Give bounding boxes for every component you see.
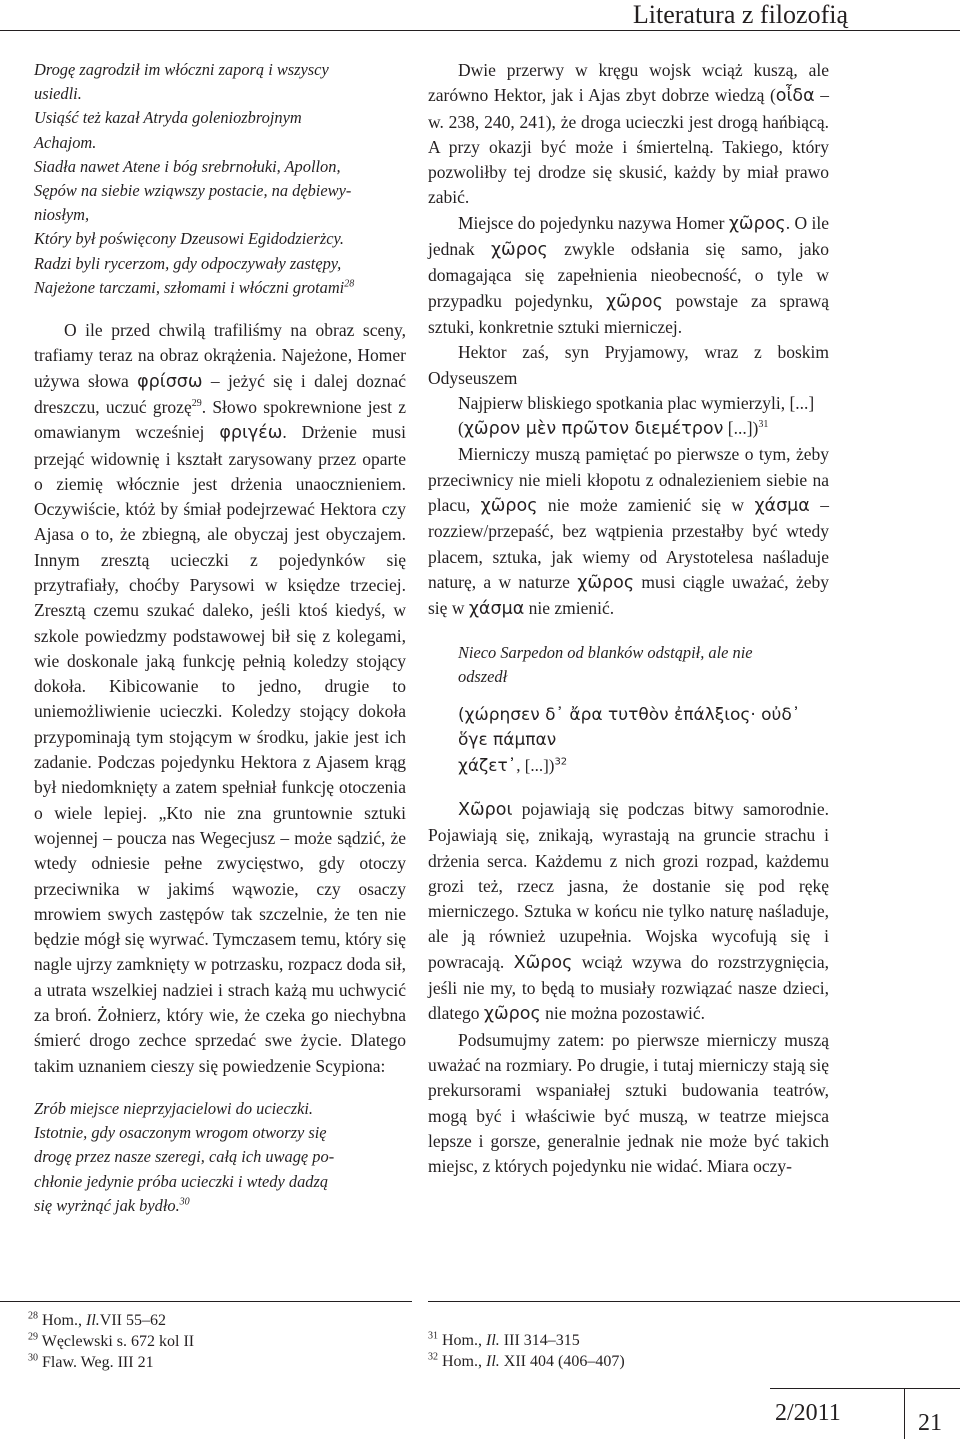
greek-term: χῶρον μὲν πρῶτον διεμέτρον <box>463 419 724 440</box>
text-run: – rozziew/przepaść, bez wątpienia przestałby być wtedy placem, sztuka, jak wiemy od Arystotelesa naśladuje naturę, a w naturze <box>428 495 829 592</box>
body-paragraph <box>428 58 829 211</box>
verse-quote-1 <box>34 58 406 300</box>
greek-text: χάζετ᾽ <box>458 755 517 776</box>
greek-term: χῶρος <box>483 1004 541 1025</box>
footnote-ref: 31 <box>758 419 769 431</box>
greek-term: φριγέω <box>219 423 283 444</box>
footnote-text: XII 404 (406–407) <box>499 1353 625 1370</box>
body-paragraph: Podsumujmy zatem: po pierwsze mierniczy muszą uważać na rozmiary. Po drugie, i tutaj mierniczy stają się prekursorami wspaniałej sztuki budowania teatrów, mogą być i właściwie być muszą, w teatrze miejsca lepsze i gorsze, generalnie jednak nie może być takich miejsc, z których pojedynku nie widać. Miara oczy- <box>428 1029 829 1177</box>
footer-divider <box>904 1388 905 1439</box>
footnote-number: 32 <box>428 1351 438 1363</box>
greek-line: (χώρησεν δ᾽ ἄρα τυτθὸν ἐπάλξιος· οὐδ᾽ <box>458 704 801 725</box>
text-run: Mierniczy muszą pamiętać po pierwsze o tym, żeby przeciwnicy nie mieli kłopotu z odnalezieniem siebie na placu, <box>428 444 829 516</box>
running-header: Literatura z filozofią <box>632 0 848 29</box>
body-paragraph <box>34 318 406 1079</box>
page-number: 21 <box>918 1410 942 1436</box>
footnote-text: Hom., <box>38 1312 86 1329</box>
greek-quote-line: (χῶρον μὲν πρῶτον διεμέτρον [...])$^{31}$ <box>458 418 769 440</box>
footnote-text: Hom., <box>438 1332 486 1349</box>
footnote-text: Hom., <box>438 1353 486 1370</box>
greek-line <box>458 753 829 779</box>
body-paragraph <box>428 797 829 1028</box>
footnote <box>428 1330 625 1351</box>
footnote-ref: 30 <box>179 1196 190 1208</box>
greek-line: ὅγε πάμπαν <box>458 729 557 750</box>
left-column <box>34 58 406 1218</box>
footnote <box>28 1352 194 1373</box>
verse-line: Sępów na siebie wziąwszy postacie, na dębiewy- <box>34 181 352 201</box>
verse-line: Nieco Sarpedon od blanków odstąpił, ale nie <box>458 642 753 662</box>
text-run: – jeżyć się i dalej doznać dreszczu, uczuć grozę <box>34 370 406 417</box>
header-rule <box>0 30 960 31</box>
text-run: Dwie przerwy w kręgu wojsk wciąż kuszą, ale zarówno Hektor, jak i Ajas zbyt dobrze wiedzą ( <box>428 60 829 106</box>
verse-line: Usiąść też kazał Atryda goleniozbrojnym <box>34 108 302 128</box>
greek-text: χώρησεν δ᾽ ἄρα τυτθὸν ἐπάλξιος· οὐδ᾽ <box>464 704 801 725</box>
text-run: powstaje za sprawą sztuki, konkretnie sztuki mierniczej. <box>428 290 829 337</box>
footnote-text: Flaw. Weg. III 21 <box>38 1354 154 1371</box>
text-run: zwykle odsłania się samo, jako domagająca się zapełnienia nieobecność, o tyle w przypadku pojedynku, <box>428 239 829 311</box>
verse-quote-2 <box>34 1097 406 1218</box>
greek-term: χάσμα <box>754 496 810 517</box>
text-run: nie może zamienić się w <box>537 495 755 516</box>
greek-term: φρίσσω <box>137 371 203 392</box>
verse-line: Siadła nawet Atene i bóg srebrnołuki, Apollon, <box>34 156 341 176</box>
greek-verse <box>428 703 829 779</box>
text-run: . Drżenie musi przejąć widownię i kształt zarysowany przez oparte o ziemię włócznie jest drżenia unaocznieniem. Oczywiście, któż by śmiał podejrzewać Hektora czy Ajasa o to, że zbiegną, ale obyczaj jest obyczajem. Innym zresztą ucieczki z pojedynków się przytrafiały, choćby Parysowi w księdze trzeciej. Zresztą czemu szukać daleko, jeśli ktoś kiedyś, w szkole powiedzmy podstawowej bił się z kolegami, wie doskonale jaką funkcję pełnią koledzy stojący dokoła. Kibicowanie to jedno, drugie to uniemożliwienie ucieczki. Koledzy stojący dokoła przypominają tym stojącym w środku, jakie jest ich zadanie. Podczas pojedynku Hektora z Ajasem krąg był niedomknięty a zatem spełniał funkcję otoczenia o wiele lepiej. „Kto nie zna gruntownie sztuki wojennej – poucza nas Wegecjusz – może sądzić, że wtedy odniesie pełne zwycięstwo, gdy otoczy przeciwnika w jakimś wąwozie, czy osaczy mrowiem swych zastępów tak szczelnie, że ten nie będzie mógł się wyrwać. Tymczasem temu, który się nagle ujrzy zamknięty w potrzasku, rozpacz doda sił, a utrata wszelkiej nadziei i strach każą mu uchwycić za broń. Żołnierz, który wie, że czeka go niechybna śmierć drogo zechce sprzedać swe życie. Dlatego takim uznaniem cieszy się powiedzenie Scypiona: <box>34 422 406 1076</box>
footnote <box>28 1310 194 1331</box>
footnote <box>428 1351 625 1372</box>
footnote-text: Węclewski s. 672 kol II <box>38 1333 195 1350</box>
verse-line: Który był poświęcony Dzeusowi Egidodzierżcy. <box>34 229 345 249</box>
footnote-italic: Il. <box>486 1353 500 1370</box>
verse-line: Drogę zagrodził im włóczni zaporą i wszyscy <box>34 60 329 79</box>
greek-term: Χῶροι <box>458 799 513 820</box>
text-run: musi ciągle uważać, żeby się w <box>428 571 829 619</box>
text-run: pojawiają się podczas bitwy samorodnie. Pojawiają się, znikają, wyrastają na gruncie strachu i drżenia serca. Każdemu z nich grozi rozpad, każdemu grozi też, rzecz jasna, że dostanie się pod rękę mierniczego. Sztuka w końcu nie tylko naturę naśladuje, ale ją również uzupełnia. Wojska wycofują się i powracają. <box>428 798 829 972</box>
greek-term: χάσμα <box>468 599 525 620</box>
footnote-number: 31 <box>428 1330 438 1342</box>
verse-line: odszedł <box>458 666 508 686</box>
verse-line <box>34 276 406 300</box>
body-paragraph <box>428 442 829 622</box>
verse-line: drogę przez nasze szeregi, całą ich uwagę po- <box>34 1147 335 1167</box>
text-run: wciąż wzywa do rozstrzygnięcia, jeśli nie my, to będą to musiały rozwiązać nasze dzieci, dlatego <box>428 951 829 1024</box>
text-run: [...]) <box>723 418 759 439</box>
verse-quote-3 <box>428 641 829 689</box>
verse-line: Istotnie, gdy osaczonym wrogom otworzy się <box>34 1123 327 1143</box>
verse-line: niosłym, <box>34 205 90 225</box>
verse-line: Zrób miejsce nieprzyjacielowi do ucieczki. <box>34 1098 314 1118</box>
verse-line: usiedli. <box>34 84 82 104</box>
footnote-italic: Il. <box>486 1332 500 1349</box>
verse-line <box>34 1194 406 1218</box>
text-run: . Słowo spokrewnione jest z omawianym wcześniej <box>34 396 406 443</box>
footnote-rule-right <box>428 1301 960 1302</box>
body-paragraph: Hektor zaś, syn Pryjamowy, wraz z boskim Odyseuszem <box>428 342 829 388</box>
greek-term: χῶρος <box>606 291 663 312</box>
verse-text: Najeżone tarczami, szłomami i włóczni grotami <box>34 277 345 297</box>
footnote-number: 29 <box>28 1331 38 1343</box>
greek-term: χῶρος <box>577 572 635 593</box>
verse-text: się wyrżnąć jak bydło. <box>34 1195 180 1215</box>
verse-line: Achajom. <box>34 132 97 152</box>
footer-rule <box>770 1388 960 1389</box>
right-column <box>428 58 829 1179</box>
greek-term: οἶδα <box>775 86 815 107</box>
body-paragraph: Najpierw bliskiego spotkania plac wymierzyli, [...] <box>458 392 815 413</box>
verse-line: chłonie jedynie próba ucieczki i wtedy dadzą <box>34 1171 329 1191</box>
footnote-number: 28 <box>28 1310 38 1322</box>
text-run: nie zmienić. <box>524 598 615 619</box>
body-paragraph <box>428 211 829 340</box>
footnote-number: 30 <box>28 1352 38 1364</box>
footnote-italic: Il. <box>86 1312 100 1329</box>
text-run: . O ile jednak <box>428 212 829 260</box>
text-run: nie można pozostawić. <box>540 1003 706 1024</box>
footnote-ref: 32 <box>554 756 568 768</box>
footnote <box>28 1331 194 1352</box>
footnote-ref: 29 <box>191 398 202 410</box>
greek-term: χῶρος <box>728 213 786 234</box>
text-run: , [...]) <box>516 755 555 775</box>
text-run: – w. 238, 240, 241), że droga ucieczki jest drogą hańbiącą. A przy okazji być może i śmiertelną. Takiego, który pozwoliłby tej drodze się skusić, każdy by miał prawo zabić. <box>428 85 830 208</box>
footnotes-right <box>428 1330 625 1372</box>
greek-term: Χῶρος <box>513 952 573 973</box>
text-run: Miejsce do pojedynku nazywa Homer <box>458 212 729 233</box>
footnote-ref: 28 <box>344 278 355 290</box>
footnote-rule-left <box>0 1301 412 1302</box>
footnote-text: VII 55–62 <box>99 1312 166 1329</box>
footnote-text: III 314–315 <box>499 1332 580 1349</box>
greek-term: χῶρος <box>490 240 548 261</box>
issue-number: 2/2011 <box>775 1400 841 1426</box>
text-run: O ile przed chwilą trafiliśmy na obraz sceny, trafiamy teraz na obraz okrążenia. Najeżone, Homer używa słowa <box>34 320 406 391</box>
verse-line: Radzi byli rycerzom, gdy odpoczywały zastępy, <box>34 253 342 273</box>
footnotes-left <box>28 1310 194 1373</box>
greek-term: χῶρος <box>480 496 538 517</box>
